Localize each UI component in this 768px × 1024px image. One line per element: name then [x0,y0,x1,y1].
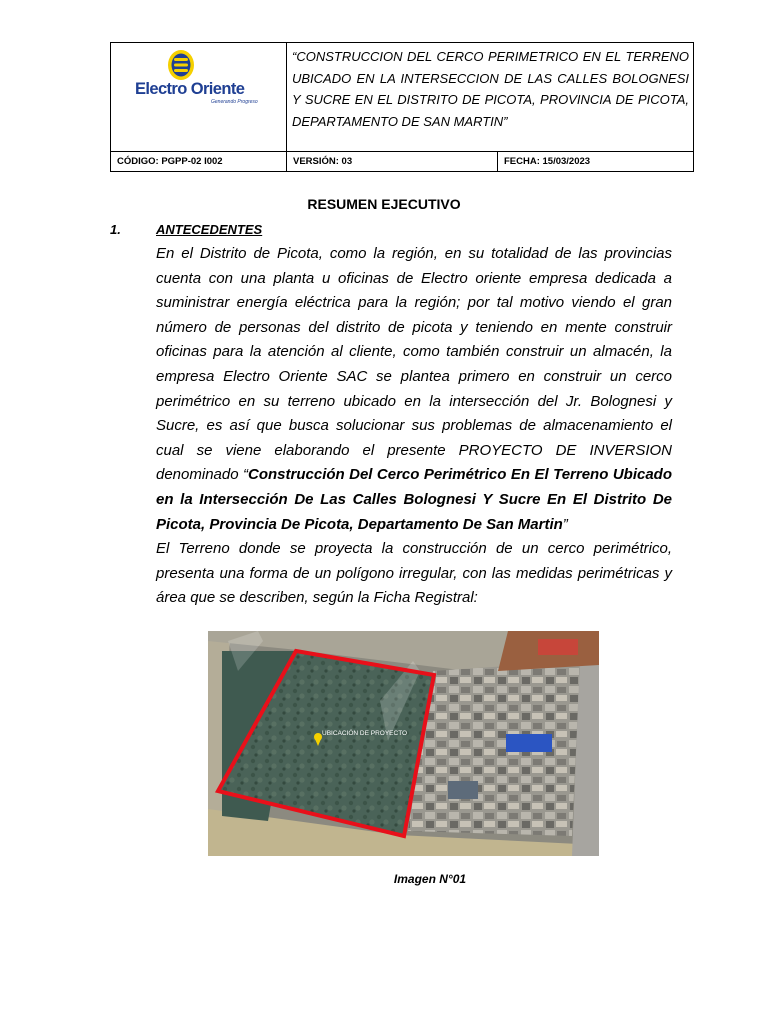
section-title: ANTECEDENTES [156,222,263,237]
logo-wordmark: Electro Oriente [135,80,245,98]
codigo-field: CÓDIGO: PGPP-02 I002 [111,152,287,172]
meta-row [111,151,693,171]
section-number: 1. [110,222,121,237]
paragraph-2: El Terreno donde se proyecta la construcción de un cerco perimétrico, presenta una forma de un polígono irregular, con las medidas perimétricas y área que se describen, según la Ficha Registral: [156,540,672,607]
version-field: VERSIÓN: 03 [287,152,498,172]
paragraph-1-end: ” [562,515,568,533]
project-name: Construcción Del Cerco Perimétrico En El Terreno Ubicado en la Intersección De Las Calles Bolognesi Y Sucre En El Distrito De Picota, Provincia De Picota, Departamento De San Martin [156,466,673,533]
logo-tagline: Generando Progreso [211,99,258,105]
paragraph-1-start: En el Distrito de Picota, como la región, en su totalidad de las provincias cuenta con una planta u oficinas de Electro oriente empresa dedicada a suministrar energía eléctrica para la región; por tal motivo viendo el gran número de personas del distrito de picota y teniendo en mente construir oficinas para la atención al cliente, como también construir un almacén, la empresa Electro Oriente SAC se plantea primero en construir un cerco perimétrico en su terreno ubicado en la intersección del Jr. Bolognesi y Sucre, es así que busca solucionar sus problemas de almacenamiento el cual se viene elaborando el presente PROYECTO DE INVERSION denominado “ [156,245,672,484]
marker-label: UBICACIÓN DE PROYECTO [322,730,408,737]
document-title: RESUMEN EJECUTIVO [307,196,461,212]
image-caption: Imagen N°01 [393,872,467,886]
project-title: “CONSTRUCCION DEL CERCO PERIMETRICO EN EL TERRENO UBICADO EN LA INTERSECCION DE LAS CALLES BOLOGNESI Y SUCRE EN EL DISTRITO DE PICOTA, PROVINCIA DE PICOTA, DEPARTAMENTO DE SAN MARTIN” [292,49,689,129]
satellite-image-graphic [208,631,599,856]
electro-oriente-logo-icon [167,49,195,81]
satellite-image [208,631,599,856]
body-text [156,242,672,611]
document-header [110,42,694,172]
logo-cell [111,43,287,151]
fecha-field: FECHA: 15/03/2023 [504,156,591,167]
paragraph-1 [156,242,672,537]
